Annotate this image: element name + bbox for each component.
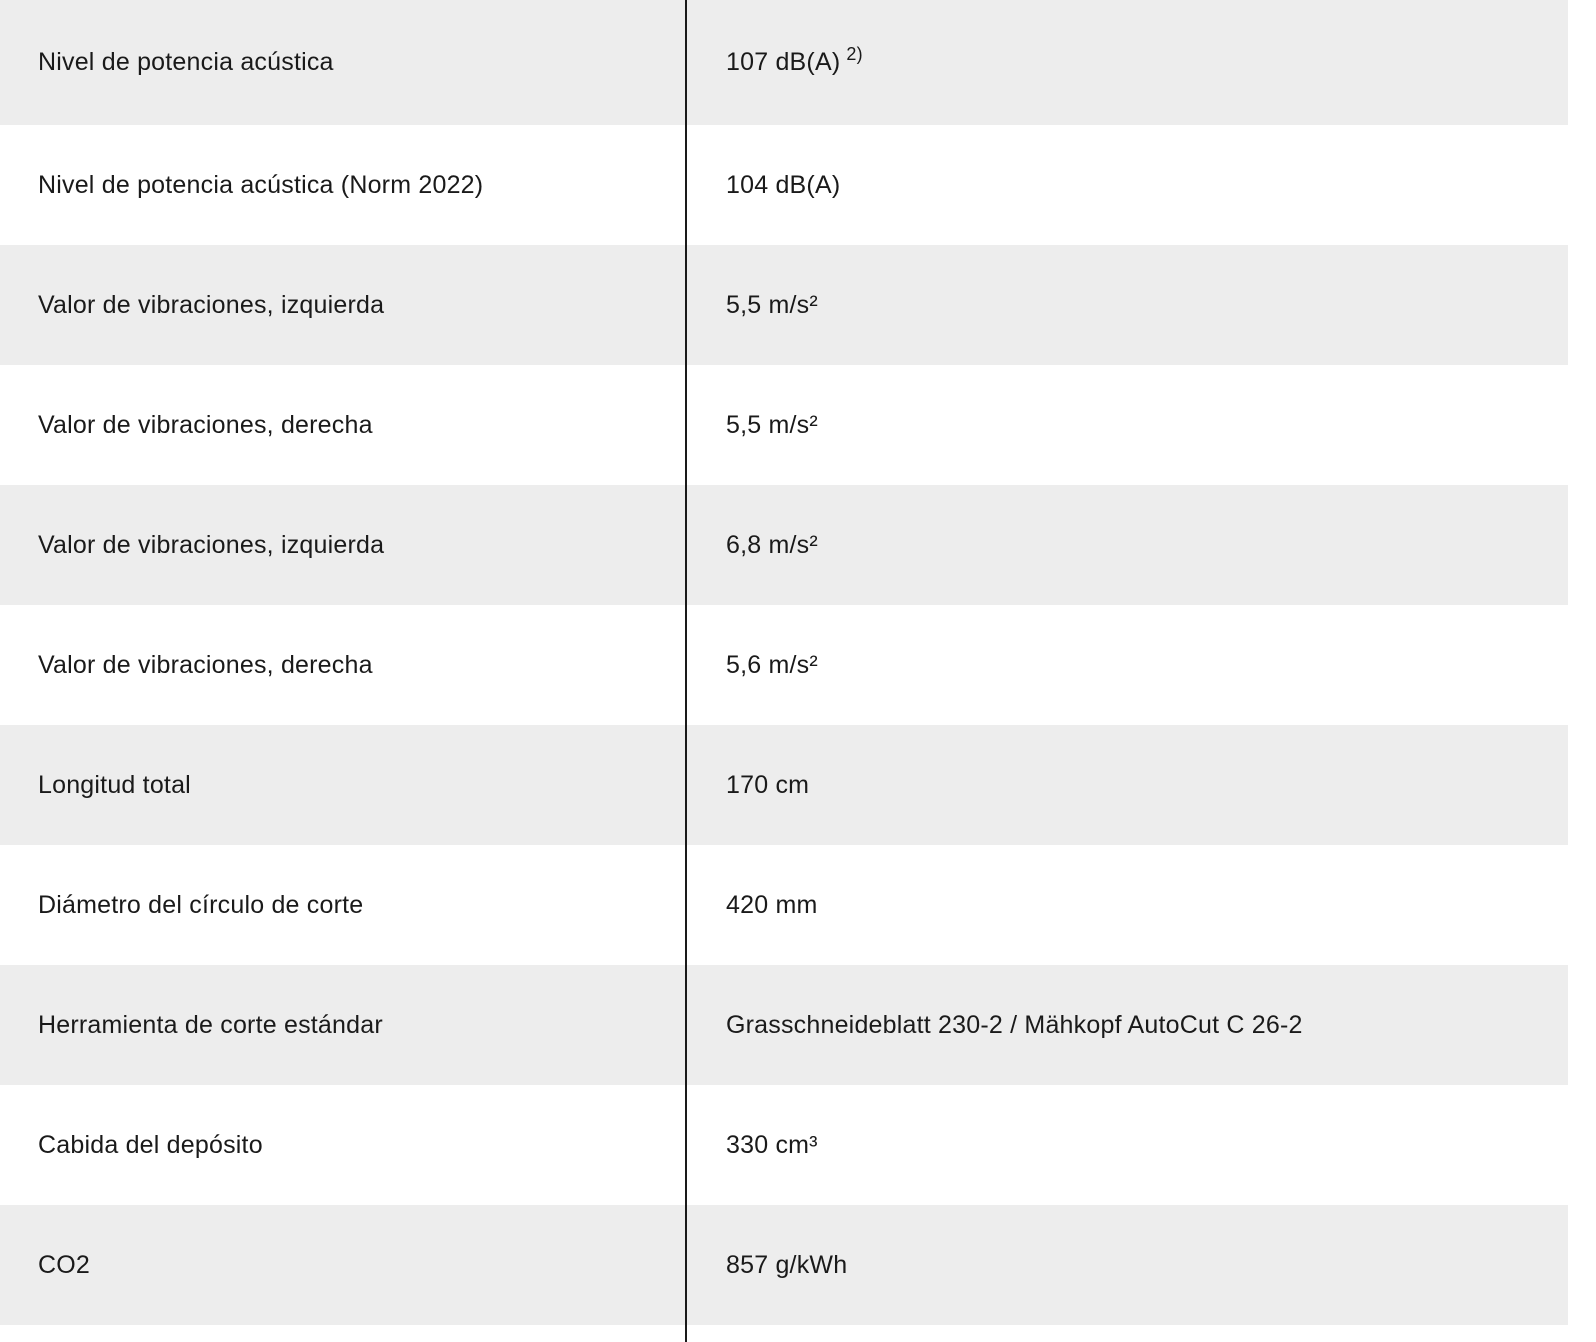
column-divider: [685, 0, 687, 1342]
table-row: [0, 485, 1568, 605]
spec-label: Valor de vibraciones, izquierda: [38, 530, 385, 559]
spec-value-cell: [686, 44, 1568, 77]
spec-label: Cabida del depósito: [38, 1130, 263, 1159]
spec-value: Grasschneideblatt 230-2 / Mähkopf AutoCut C 26-2: [726, 1010, 1303, 1039]
spec-label: Valor de vibraciones, izquierda: [38, 290, 385, 319]
spec-value: 170 cm: [726, 770, 810, 799]
spec-value: 5,6 m/s²: [726, 650, 818, 679]
spec-label: Valor de vibraciones, derecha: [38, 410, 373, 439]
table-row: [0, 245, 1568, 365]
spec-value: 107 dB(A): [726, 48, 841, 76]
table-row: [0, 365, 1568, 485]
spec-value: 6,8 m/s²: [726, 530, 818, 559]
footnote-marker: 2): [846, 44, 863, 64]
spec-label: Longitud total: [38, 770, 191, 799]
spec-value: 330 cm³: [726, 1130, 818, 1159]
spec-label: Diámetro del círculo de corte: [38, 890, 364, 919]
spec-value: 104 dB(A): [726, 170, 841, 199]
table-row: [0, 725, 1568, 845]
spec-label: CO2: [38, 1250, 91, 1279]
spec-value: 5,5 m/s²: [726, 410, 818, 439]
table-row: [0, 1205, 1568, 1325]
spec-value: 420 mm: [726, 890, 818, 919]
table-row: [0, 0, 1568, 125]
spec-label: Nivel de potencia acústica: [38, 48, 334, 76]
spec-value: 857 g/kWh: [726, 1250, 848, 1279]
spec-value: 5,5 m/s²: [726, 290, 818, 319]
spec-label: Herramienta de corte estándar: [38, 1010, 383, 1039]
table-row: [0, 605, 1568, 725]
spec-label: Valor de vibraciones, derecha: [38, 650, 373, 679]
table-row: [0, 1085, 1568, 1205]
table-row: [0, 125, 1568, 245]
table-row: [0, 845, 1568, 965]
spec-label: Nivel de potencia acústica (Norm 2022): [38, 170, 484, 199]
table-row: [0, 965, 1568, 1085]
